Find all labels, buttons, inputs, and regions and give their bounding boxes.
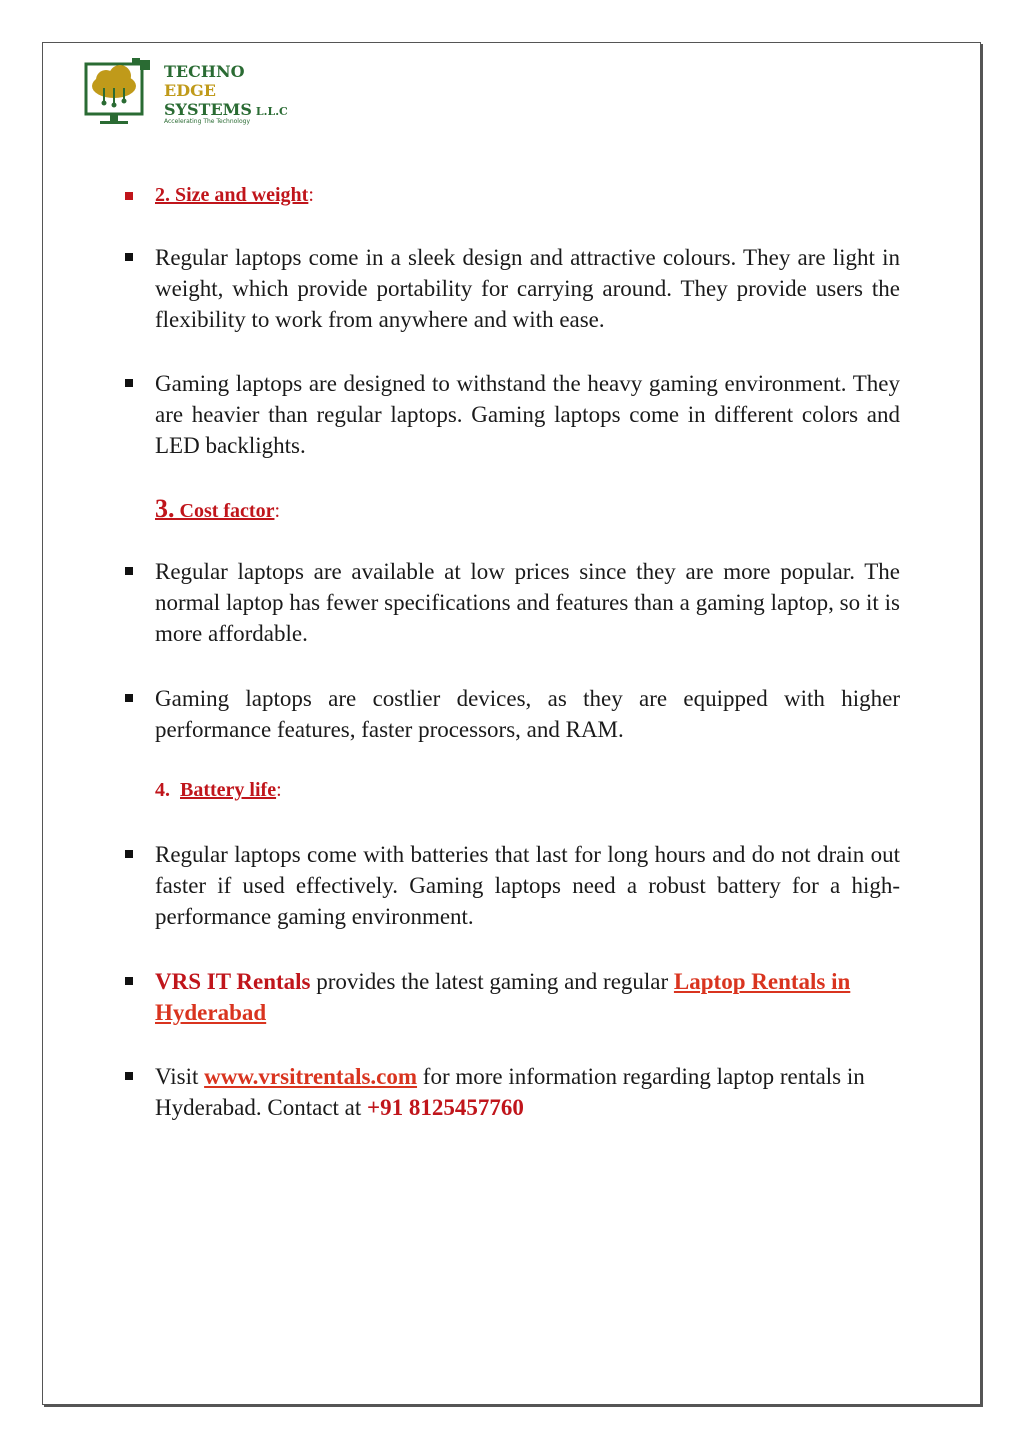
section-number: 3. — [155, 494, 175, 523]
section-number: 4. — [155, 779, 170, 801]
paragraph: Gaming laptops are costlier devices, as they are equipped with higher performance features, faster processors, and RAM. — [155, 686, 900, 742]
contact-paragraph — [155, 1061, 900, 1123]
section-heading-text: Battery life — [180, 779, 277, 801]
phone-number[interactable]: +91 8125457760 — [367, 1095, 524, 1120]
heading-colon: : — [276, 779, 282, 801]
company-logo — [84, 58, 314, 130]
bullet-marker — [125, 1072, 133, 1080]
logo-suffix: L.L.C — [255, 105, 288, 118]
logo-tagline: Accelerating The Technology — [164, 118, 251, 125]
logo-line-2: EDGE — [164, 81, 216, 100]
brand-name: VRS IT Rentals — [155, 969, 311, 994]
paragraph: Regular laptops come in a sleek design and attractive colours. They are light in weight, which provide portability for carrying around. They provide users the flexibility to work from anywhere and with ease. — [155, 245, 900, 332]
section-heading-text: 2. Size and weight — [155, 184, 309, 206]
bullet-marker — [125, 379, 133, 387]
section-heading — [155, 184, 314, 207]
heading-colon: : — [308, 184, 314, 206]
bullet-marker — [125, 253, 133, 261]
paragraph: Regular laptops are available at low prices since they are more popular. The normal laptop has fewer specifications and features than a gaming laptop, so it is more affordable. — [155, 559, 900, 646]
laptop-rentals-link[interactable]: Laptop Rentals in Hyderabad — [155, 969, 851, 1025]
bullet-marker — [125, 192, 133, 200]
section-heading — [155, 779, 282, 802]
heading-colon: : — [274, 500, 281, 522]
bullet-marker — [125, 977, 133, 985]
promo-paragraph — [155, 966, 900, 1028]
contact-text: for more information regarding laptop rentals in Hyderabad. Contact at — [155, 1064, 865, 1120]
bullet-marker — [125, 694, 133, 702]
bullet-marker — [125, 567, 133, 575]
paragraph: Regular laptops come with batteries that last for long hours and do not drain out faster if used effectively. Gaming laptops need a robust battery for a high-performance gaming environment. — [155, 842, 900, 929]
paragraph: Gaming laptops are designed to withstand the heavy gaming environment. They are heavier than regular laptops. Gaming laptops come in different colors and LED backlights. — [155, 371, 900, 458]
cloud-monitor-icon — [84, 58, 162, 130]
promo-text: provides the latest gaming and regular — [310, 969, 674, 994]
logo-line-1: TECHNO — [164, 62, 245, 81]
visit-text: Visit — [155, 1064, 205, 1089]
website-link[interactable]: www.vrsitrentals.com — [204, 1064, 418, 1089]
section-heading — [155, 494, 280, 524]
bullet-marker — [125, 850, 133, 858]
section-heading-text: Cost factor — [179, 500, 275, 522]
logo-line-3: SYSTEMS — [164, 100, 252, 119]
